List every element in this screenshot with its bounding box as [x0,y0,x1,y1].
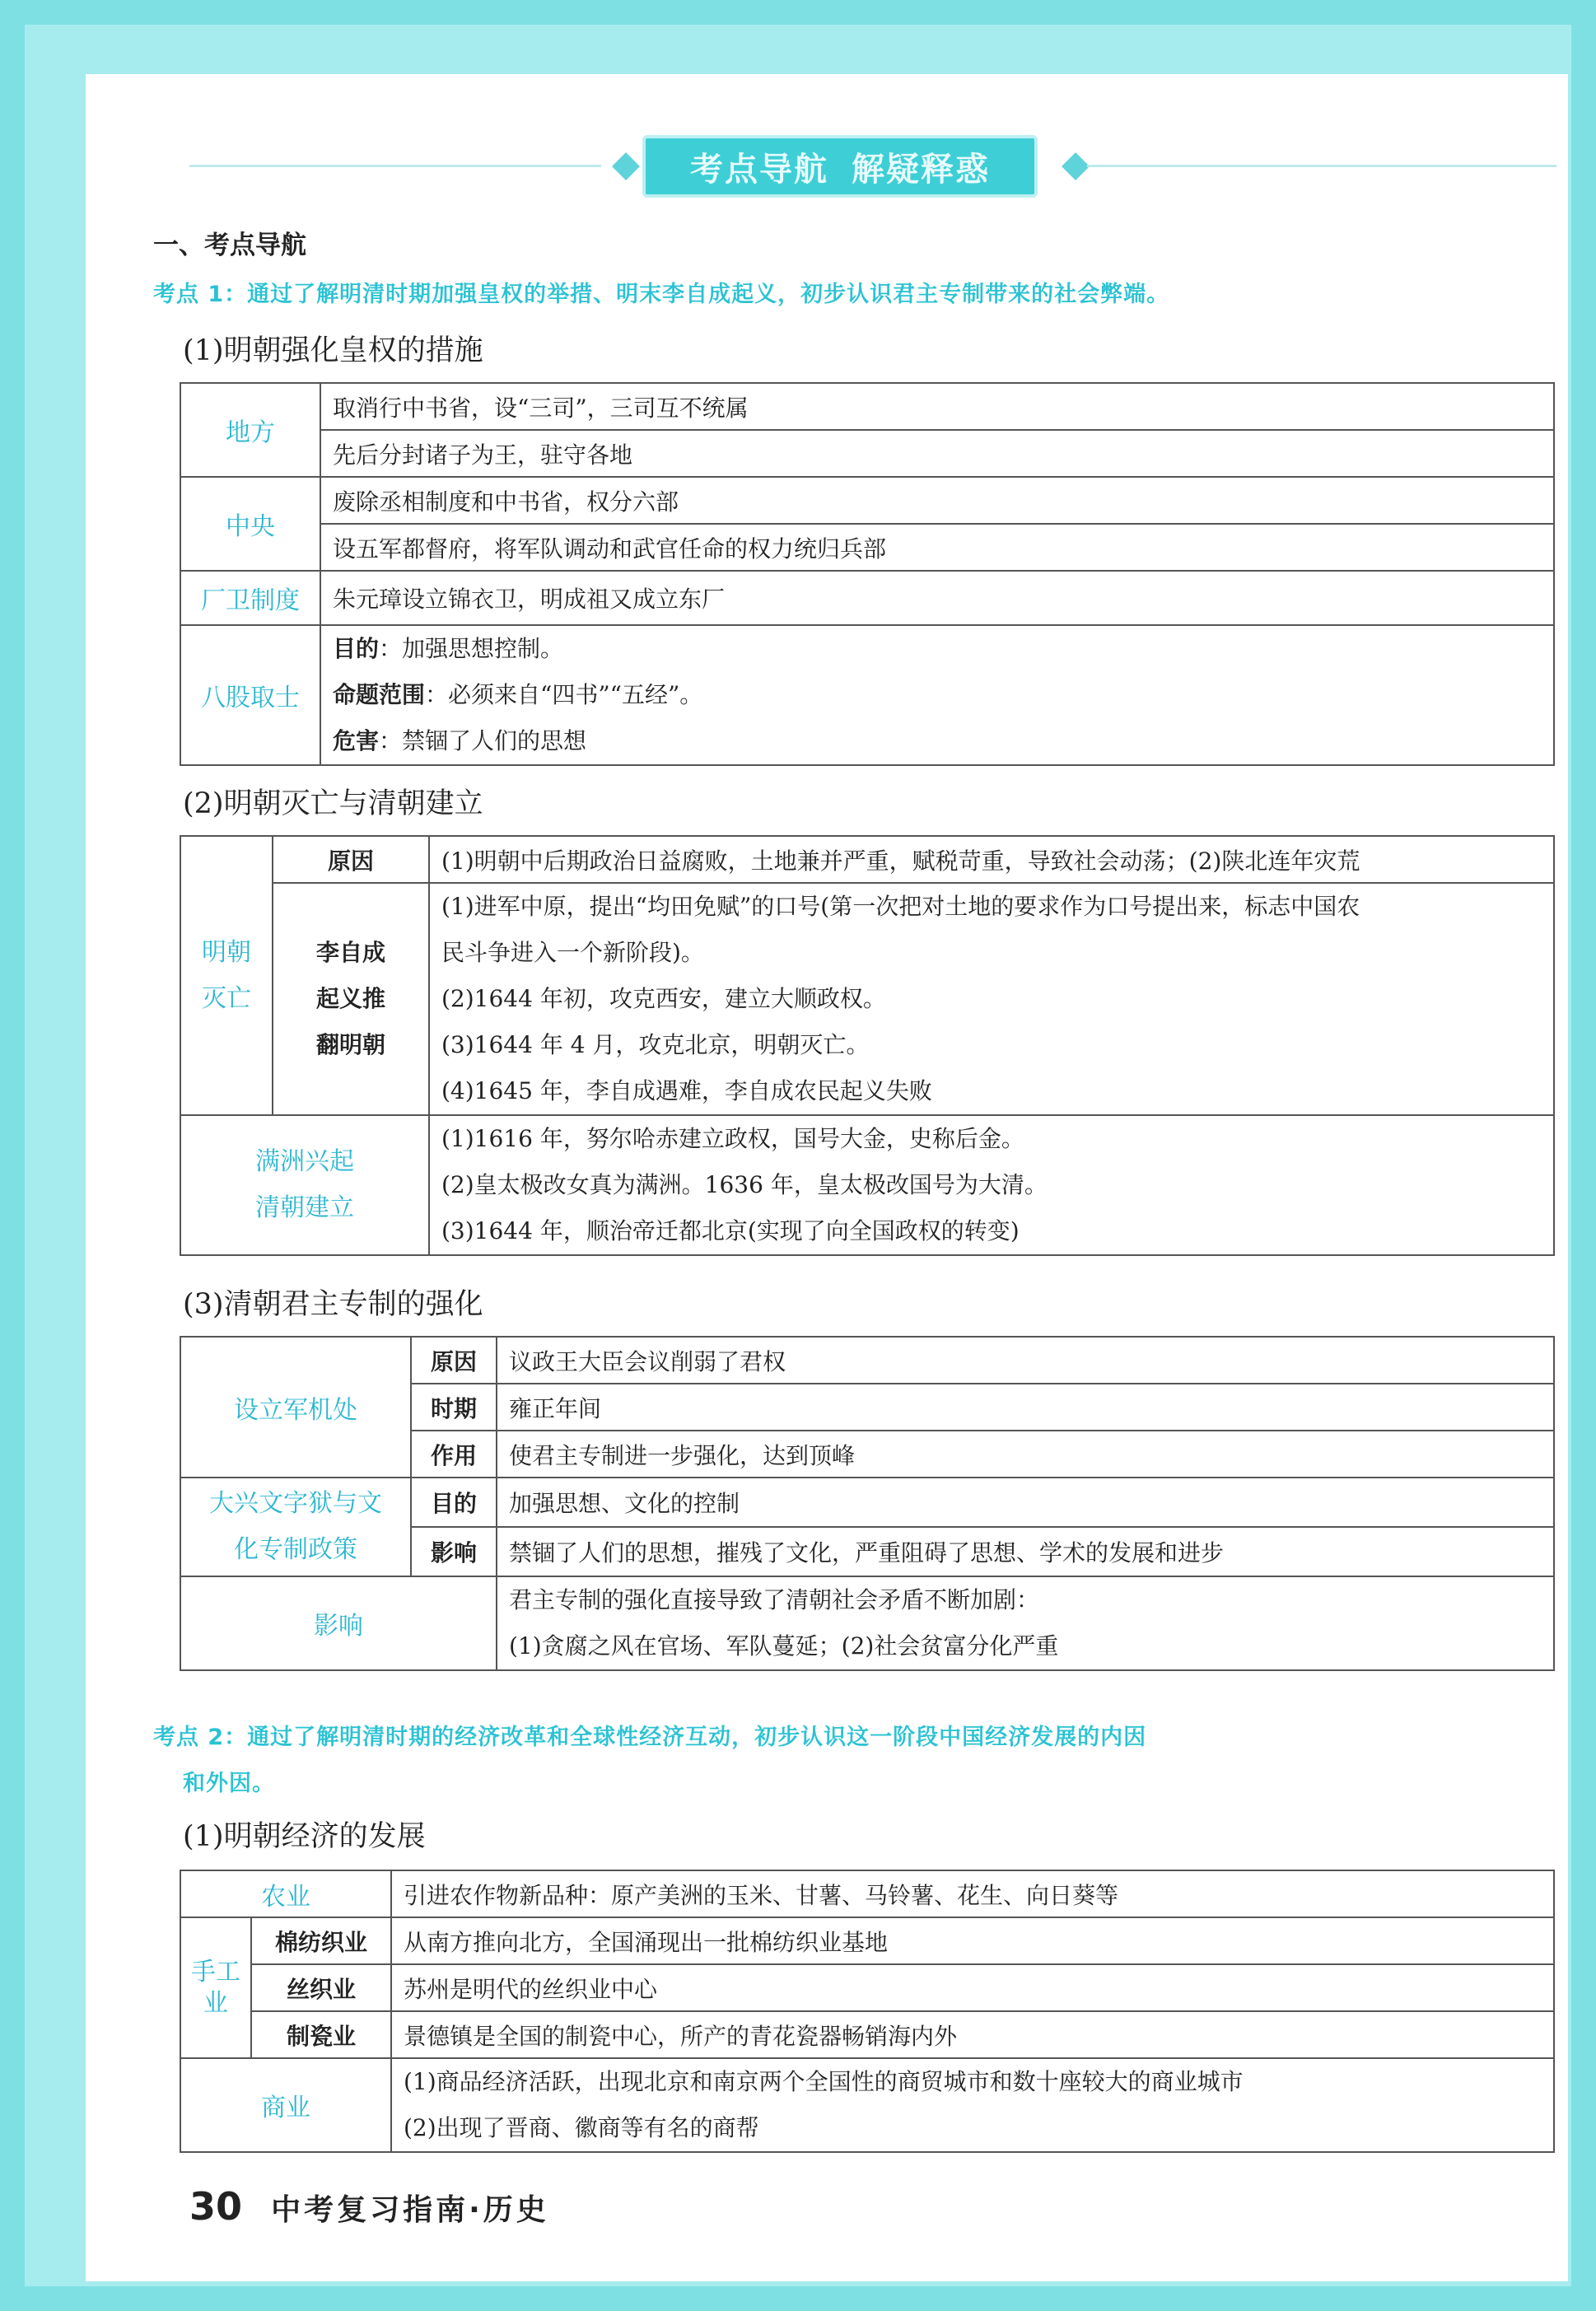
text: ：加强思想控制。 [379,635,564,662]
cell-bagu [320,625,1554,765]
cat-manzhou [180,1115,429,1255]
cat-difang: 地方 [180,383,320,477]
banner-left-text: 考点导航 [690,150,828,189]
table-ming-measures [180,382,1555,766]
label-lzc [273,883,429,1115]
table-ming-economy [180,1870,1555,2153]
page-number: 30 [189,2184,243,2229]
cell-manzhou [429,1115,1554,1255]
label: 目的 [411,1478,497,1527]
cell: 禁锢了人们的思想，摧残了文化，严重阻碍了思想、学术的发展和进步 [497,1527,1554,1576]
text: (3)1644 年，顺治帝迁都北京(实现了向全国政权的转变) [441,1217,1020,1244]
label: 目的 [333,635,380,662]
text: 考点 2：通过了解明清时期的经济改革和全球性经济互动，初步认识这一阶段中国经济发展的内因 [153,1725,1147,1750]
cat-nongye: 农业 [180,1870,391,1917]
label: 棉纺织业 [251,1917,391,1964]
cell: 先后分封诸子为王，驻守各地 [320,430,1554,477]
label: 原因 [411,1337,497,1384]
cell: 废除丞相制度和中书省，权分六部 [320,477,1554,524]
label: 制瓷业 [251,2011,391,2058]
text: 清朝建立 [255,1193,354,1222]
label: 命题范围 [333,681,426,708]
table-qing-autocracy [180,1336,1555,1671]
cell: 议政王大臣会议削弱了君权 [497,1337,1554,1384]
text: 化专制政策 [234,1535,357,1564]
text: 民斗争进入一个新阶段)。 [441,939,704,966]
text: (1)贪腐之风在官场、军队蔓延；(2)社会贫富分化严重 [509,1632,1059,1660]
text: (3)1644 年 4 月，攻克北京，明朝灭亡。 [441,1031,870,1058]
label: 丝织业 [251,1964,391,2011]
cat-wenziyu [180,1478,411,1576]
cell: 加强思想、文化的控制 [497,1478,1554,1527]
cell-lzc [429,883,1554,1115]
text: 大兴文字狱与文 [209,1489,382,1518]
cell-yingxiang [497,1576,1554,1670]
cat-junjichu: 设立军机处 [180,1337,411,1478]
label-yuanyin: 原因 [273,836,429,883]
banner-right-text: 解疑释惑 [852,150,990,189]
text: 和外因。 [183,1771,275,1796]
cat-zhongyang: 中央 [180,477,320,571]
cell: 雍正年间 [497,1384,1554,1431]
text: 满洲兴起 [255,1147,354,1176]
cell: 引进农作物新品种：原产美洲的玉米、甘薯、马铃薯、花生、向日葵等 [391,1870,1554,1917]
text: (1)进军中原，提出“均田免赋”的口号(第一次把对土地的要求作为口号提出来，标志中国农 [441,893,1360,920]
cat-changwei: 厂卫制度 [180,571,320,625]
cat-shougongye: 手工业 [180,1917,251,2058]
header-rule-right [1087,165,1556,167]
text: 李自成 [315,939,385,966]
text: (1)商品经济活跃，出现北京和南京两个全国性的商贸城市和数十座较大的商业城市 [404,2068,1244,2095]
cell: 取消行中书省，设“三司”，三司互不统属 [320,383,1554,430]
kaodian-1: 考点 1：通过了解明清时期加强皇权的举措、明末李自成起义，初步认识君主专制带来的社会弊端。 [153,282,1170,307]
header-rule-left [189,165,601,167]
cat-shangye: 商业 [180,2058,391,2152]
cell: 使君主专制进一步强化，达到顶峰 [497,1431,1554,1478]
cell: (1)明朝中后期政治日益腐败，土地兼并严重，赋税苛重，导致社会动荡；(2)陕北连年灾荒 [429,836,1554,883]
text: (2)出现了晋商、徽商等有名的商帮 [404,2114,759,2141]
book-title: 中考复习指南·历史 [271,2193,549,2227]
text: 翻明朝 [315,1031,385,1058]
text: (2)皇太极改女真为满洲。1636 年，皇太极改国号为大清。 [441,1171,1048,1198]
text: 起义推 [315,985,385,1012]
cat-yingxiang: 影响 [180,1576,497,1670]
cat-mingchao [180,836,273,1115]
cell: 设五军都督府，将军队调动和武官任命的权力统归兵部 [320,524,1554,571]
kaodian-2 [153,1715,1553,1807]
label: 影响 [411,1527,497,1576]
page-footer [189,2184,549,2229]
cell-shangye [391,2058,1554,2152]
table2-title: (2)明朝灭亡与清朝建立 [183,787,483,820]
cell: 从南方推向北方，全国涌现出一批棉纺织业基地 [391,1917,1554,1964]
label: 作用 [411,1431,497,1478]
section-banner [642,135,1038,198]
cell: 朱元璋设立锦衣卫，明成祖又成立东厂 [320,571,1554,625]
section-title: 一、考点导航 [153,231,306,260]
text: 明朝 [202,937,251,967]
text: ：禁锢了人们的思想 [379,727,587,754]
table1-title: (1)明朝强化皇权的措施 [183,334,483,367]
text: (1)1616 年，努尔哈赤建立政权，国号大金，史称后金。 [441,1125,1024,1152]
table4-title: (1)明朝经济的发展 [183,1820,426,1853]
cell: 景德镇是全国的制瓷中心，所产的青花瓷器畅销海内外 [391,2011,1554,2058]
label: 危害 [333,727,380,754]
label: 时期 [411,1384,497,1431]
table3-title: (3)清朝君主专制的强化 [183,1288,483,1321]
cell: 苏州是明代的丝织业中心 [391,1964,1554,2011]
text: (4)1645 年，李自成遇难，李自成农民起义失败 [441,1077,932,1104]
text: (2)1644 年初，攻克西安，建立大顺政权。 [441,985,886,1012]
text: ：必须来自“四书”“五经”。 [425,681,703,708]
table-ming-fall [180,835,1555,1256]
text: 灭亡 [202,983,251,1013]
text: 君主专制的强化直接导致了清朝社会矛盾不断加剧： [509,1586,1040,1613]
cat-bagu: 八股取士 [180,625,320,765]
